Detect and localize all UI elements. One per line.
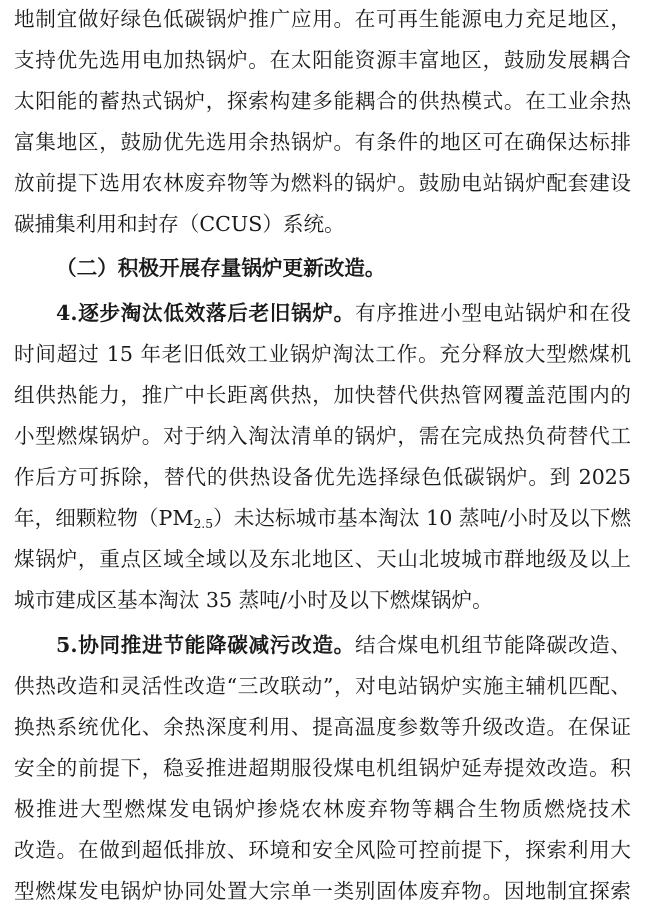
paragraph-line: 太阳能的蓄热式锅炉，探索构建多能耦合的供热模式。在工业余热	[14, 89, 631, 113]
paragraph-line: 换热系统优化、余热深度利用、提高温度参数等升级改造。在保证	[14, 715, 631, 739]
paragraph-line: 地制宜做好绿色低碳锅炉推广应用。在可再生能源电力充足地区，	[14, 7, 631, 31]
paragraph-line: 碳捕集利用和封存（CCUS）系统。	[14, 212, 345, 236]
paragraph-line: 供热改造和灵活性改造“三改联动”，对电站锅炉实施主辅机匹配、	[14, 674, 631, 698]
paragraph-text: 有序推进小型电站锅炉和在役	[354, 301, 631, 325]
paragraph-line: 城市建成区基本淘汰 35 蒸吨/小时及以下燃煤锅炉。	[14, 588, 493, 612]
paragraph-line: 作后方可拆除，替代的供热设备优先选择绿色低碳锅炉。到 2025	[14, 465, 631, 489]
paragraph-line: 小型燃煤锅炉。对于纳入淘汰清单的锅炉，需在完成热负荷替代工	[14, 424, 631, 448]
item-heading: 4.逐步淘汰低效落后老旧锅炉。	[56, 301, 355, 325]
paragraph-line	[56, 294, 631, 332]
paragraph-line: 安全的前提下，稳妥推进超期服役煤电机组锅炉延寿提效改造。积	[14, 756, 631, 780]
paragraph-line: 型燃煤发电锅炉协同处置大宗单一类别固体废弃物。因地制宜探索	[14, 879, 631, 903]
paragraph-line: 时间超过 15 年老旧低效工业锅炉淘汰工作。充分释放大型燃煤机	[14, 342, 631, 366]
paragraph-text: ）未达标城市基本淘汰 10 蒸吨/小时及以下燃	[213, 506, 631, 530]
paragraph-line: 放前提下选用农林废弃物等为燃料的锅炉。鼓励电站锅炉配套建设	[14, 171, 631, 195]
paragraph-line: 改造。在做到超低排放、环境和安全风险可控前提下，探索利用大	[14, 838, 631, 862]
paragraph-line	[56, 626, 631, 664]
paragraph-line: 极推进大型燃煤发电锅炉掺烧农林废弃物等耦合生物质燃烧技术	[14, 797, 631, 821]
paragraph-line: 富集地区，鼓励优先选用余热锅炉。有条件的地区可在确保达标排	[14, 130, 631, 154]
paragraph-text: 年，细颗粒物（PM	[14, 506, 194, 530]
paragraph-line: 组供热能力，推广中长距离供热，加快替代供热管网覆盖范围内的	[14, 383, 631, 407]
paragraph-line: 支持优先选用电加热锅炉。在太阳能资源丰富地区，鼓励发展耦合	[14, 48, 631, 72]
paragraph-text: 结合煤电机组节能降碳改造、	[354, 633, 631, 657]
paragraph-line	[14, 499, 631, 537]
item-heading: 5.协同推进节能降碳减污改造。	[56, 633, 355, 657]
paragraph-line: 煤锅炉，重点区域全域以及东北地区、天山北坡城市群地级及以上	[14, 547, 631, 571]
section-heading: （二）积极开展存量锅炉更新改造。	[56, 256, 386, 280]
subscript: 2.5	[193, 517, 214, 532]
